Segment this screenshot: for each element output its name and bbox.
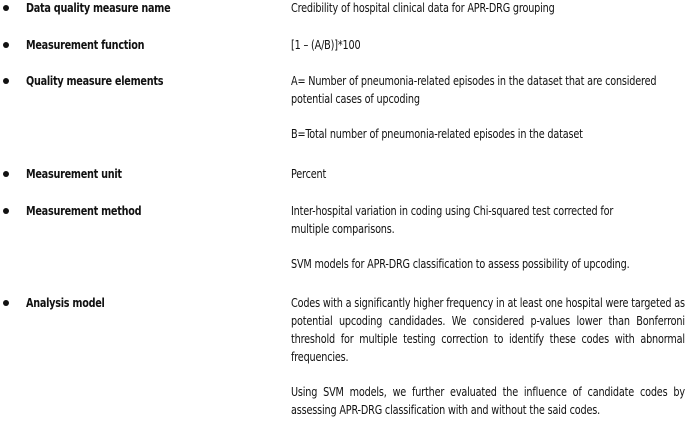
bullet-icon: [3, 171, 9, 177]
row-label: Measurement unit: [26, 166, 122, 181]
row-value: [1 – (A/B)]*100: [291, 37, 361, 52]
bullet-icon: [3, 42, 9, 48]
row-label: Measurement method: [26, 203, 142, 218]
row-label: Measurement function: [26, 37, 145, 52]
row-label: Analysis model: [26, 295, 105, 310]
row-value: Percent: [291, 166, 327, 181]
row-value: A= Number of pneumonia-related episodes in the dataset that are considered potential cases of upcoding B=Total number of pneumonia-related episodes in the dataset: [291, 73, 657, 141]
bullet-icon: [3, 78, 9, 84]
bullet-icon: [3, 208, 9, 214]
analysis-paragraph: Codes with a significantly higher frequency in at least one hospital were targeted as potential upcoding candidades. We considered p-values lower than Bonferroni threshold for multiple testing correction to identify these codes with abnormal frequencies.: [291, 295, 685, 364]
analysis-paragraph: Using SVM models, we further evaluated the influence of candidate codes by assessing APR-DRG classification with and without the said codes.: [291, 384, 685, 417]
bullet-icon: [3, 300, 9, 306]
row-value: Credibility of hospital clinical data for APR-DRG grouping: [291, 0, 555, 15]
row-label: Quality measure elements: [26, 73, 164, 88]
row-label: Data quality measure name: [26, 0, 171, 15]
row-value: [291, 294, 685, 419]
row-value: Inter-hospital variation in coding using Chi-squared test corrected for multiple comparisons. SVM models for APR-DRG classification to assess possibility of upcoding.: [291, 203, 630, 271]
bullet-icon: [3, 5, 9, 11]
